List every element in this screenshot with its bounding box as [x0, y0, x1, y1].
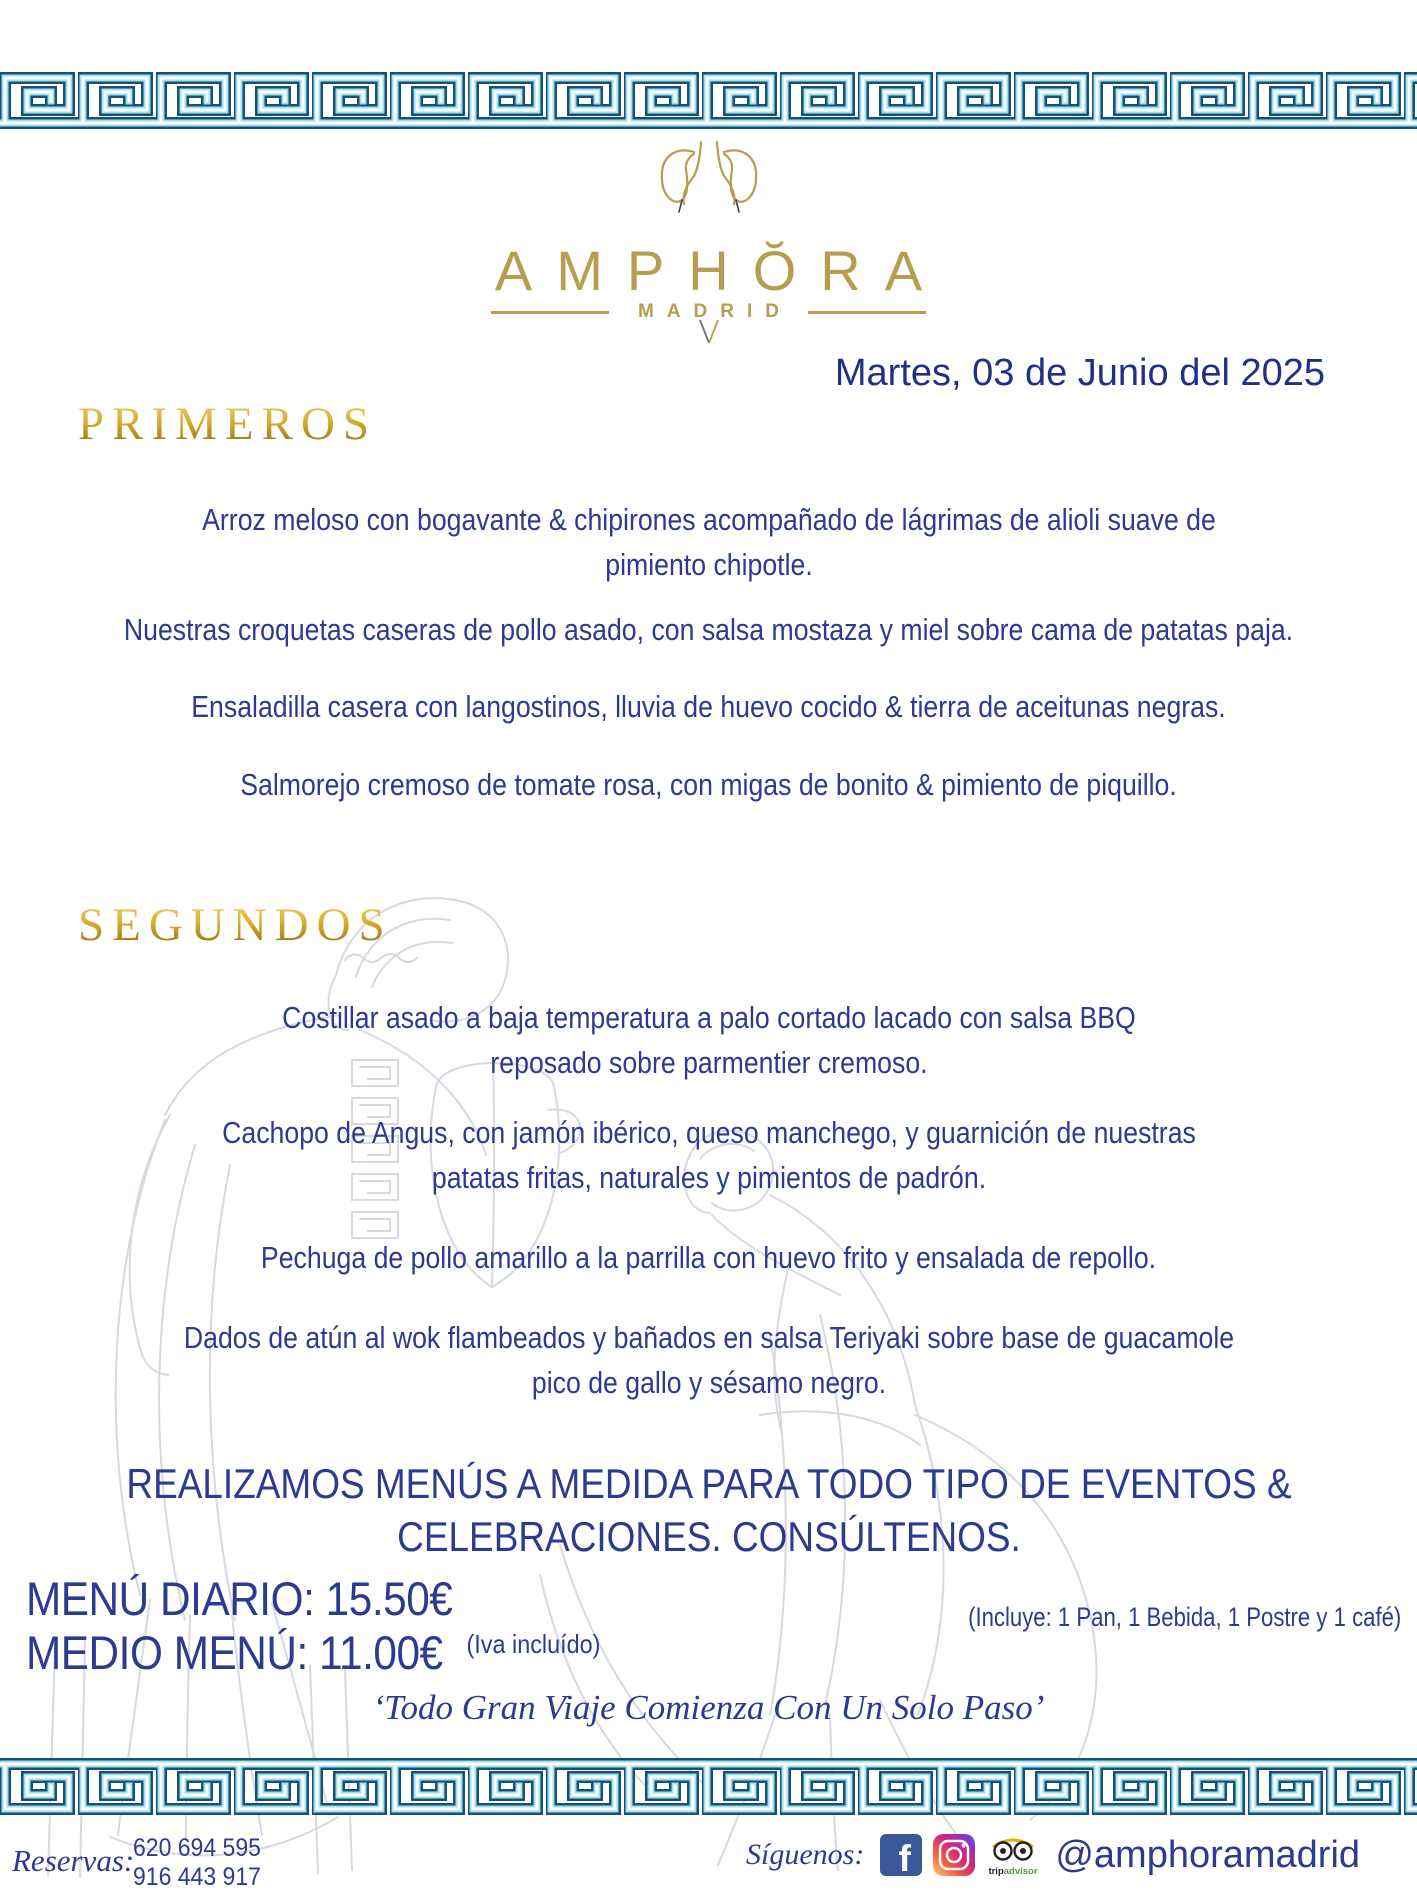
dish-primeros-2: Nuestras croquetas caseras de pollo asado, con salsa mostaza y miel sobre cama de patatas paja. — [123, 612, 1294, 647]
dish-segundos-2: Cachopo de Angus, con jamón ibérico, queso manchego, y guarnición de nuestras patatas fritas, naturales y pimientos de padrón. — [221, 1115, 1196, 1195]
amphora-foot-icon — [696, 318, 722, 346]
dish-primeros-1: Arroz meloso con bogavante & chipirones acompañado de lágrimas de alioli suave de pimiento chipotle. — [201, 502, 1216, 582]
amphora-logo-icon — [644, 138, 774, 238]
vat-note: (Iva incluído) — [466, 1629, 601, 1659]
social-handle: @amphoramadrid — [1055, 1833, 1361, 1876]
menu-date: Martes, 03 de Junio del 2025 — [834, 352, 1325, 394]
brand-name: AMPHŎRA — [494, 239, 947, 302]
primeros-title: PRIMEROS — [78, 398, 378, 450]
gold-rule-right — [808, 311, 926, 314]
tripadvisor-icon — [986, 1831, 1040, 1879]
greek-border-bottom — [0, 1757, 1417, 1821]
dish-segundos-1: Costillar asado a baja temperatura a palo cortado lacado con salsa BBQ reposado sobre parmentier cremoso. — [281, 1000, 1136, 1080]
quote: ‘Todo Gran Viaje Comienza Con Un Solo Paso’ — [372, 1688, 1045, 1727]
phone-number-2: 916 443 917 — [133, 1863, 261, 1890]
dish-segundos-4: Dados de atún al wok flambeados y bañados en salsa Teriyaki sobre base de guacamole pico de gallo y sésamo negro. — [183, 1320, 1234, 1400]
instagram-icon — [933, 1834, 975, 1876]
svg-text:tripadvisor: tripadvisor — [988, 1866, 1038, 1877]
gold-rule-left — [491, 311, 609, 314]
pricing-block — [26, 1572, 600, 1687]
reservation-phones — [133, 1834, 261, 1890]
dish-primeros-4: Salmorejo cremoso de tomate rosa, con migas de bonito & pimiento de piquillo. — [240, 767, 1177, 802]
facebook-glyph: f — [898, 1838, 911, 1876]
dish-segundos-3: Pechuga de pollo amarillo a la parrilla con huevo frito y ensalada de repollo. — [260, 1240, 1157, 1275]
daily-menu-price: 15.50€ — [325, 1572, 453, 1625]
half-menu-line — [26, 1626, 600, 1687]
includes-note: (Incluye: 1 Pan, 1 Bebida, 1 Postre y 1 café) — [967, 1602, 1401, 1632]
facebook-icon — [880, 1834, 922, 1876]
half-menu-label: MEDIO MENÚ: — [26, 1626, 308, 1679]
segundos-title: SEGUNDOS — [78, 899, 393, 951]
follow-label: Síguenos: — [746, 1838, 865, 1871]
social-row — [746, 1831, 1360, 1879]
half-menu-price: 11.00€ — [319, 1626, 443, 1679]
daily-menu-label: MENÚ DIARIO: — [26, 1572, 315, 1625]
events-notice: REALIZAMOS MENÚS A MEDIDA PARA TODO TIPO DE EVENTOS & CELEBRACIONES. CONSÚLTENOS. — [125, 1460, 1292, 1560]
dish-primeros-3: Ensaladilla casera con langostinos, lluvia de huevo cocido & tierra de aceitunas negras. — [191, 689, 1226, 724]
reservations-label: Reservas: — [12, 1843, 135, 1878]
brand-city: MADRID — [638, 301, 792, 322]
daily-menu-line — [26, 1572, 600, 1626]
greek-border-top — [0, 66, 1417, 130]
phone-number-1: 620 694 595 — [133, 1834, 261, 1862]
